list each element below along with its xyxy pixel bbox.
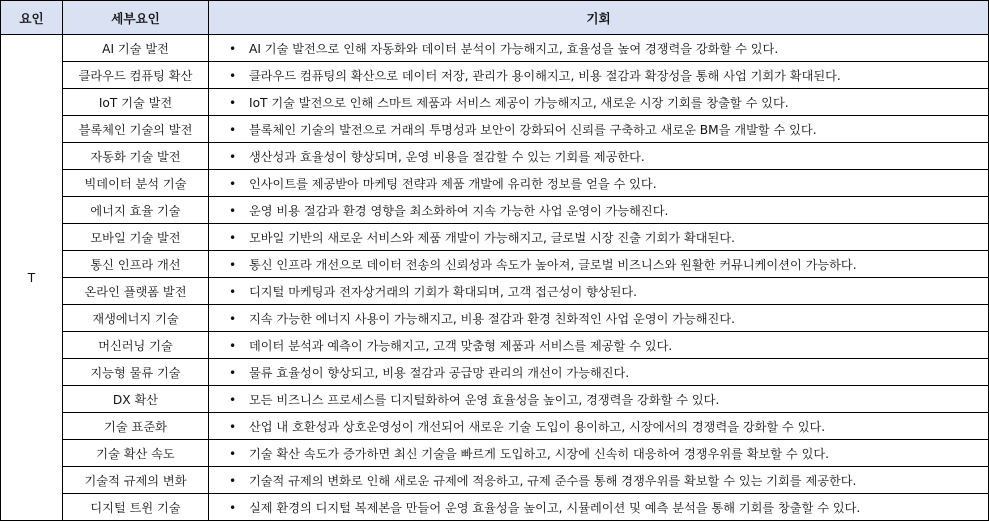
- table-row: [1, 278, 989, 305]
- opportunity-text: 블록체인 기술의 발전으로 거래의 투명성과 보안이 강화되어 신뢰를 구축하고 새로운 BM을 개발할 수 있다.: [249, 122, 817, 137]
- sub-factor-cell: IoT 기술 발전: [63, 89, 209, 116]
- table-row: [1, 143, 989, 170]
- opportunity-text: 지속 가능한 에너지 사용이 가능해지고, 비용 절감과 환경 친화적인 사업 운영이 가능해진다.: [249, 311, 735, 326]
- bullet-icon: •: [229, 122, 237, 137]
- table-row: [1, 251, 989, 278]
- sub-factor-cell: DX 확산: [63, 386, 209, 413]
- opportunity-text: IoT 기술 발전으로 인해 스마트 제품과 서비스 제공이 가능해지고, 새로운 시장 기회를 창출할 수 있다.: [249, 95, 789, 110]
- opportunity-cell: [209, 332, 989, 359]
- opportunity-text: 모든 비즈니스 프로세스를 디지털화하여 운영 효율성을 높이고, 경쟁력을 강화할 수 있다.: [249, 392, 720, 407]
- opportunity-text: 실제 환경의 디지털 복제본을 만들어 운영 효율성을 높이고, 시뮬레이션 및 예측 분석을 통해 기회를 창출할 수 있다.: [249, 500, 861, 515]
- opportunity-text: 디지털 마케팅과 전자상거래의 기회가 확대되며, 고객 접근성이 향상된다.: [249, 284, 638, 299]
- bullet-icon: •: [229, 473, 237, 488]
- sub-factor-cell: 모바일 기술 발전: [63, 224, 209, 251]
- sub-factor-cell: 에너지 효율 기술: [63, 197, 209, 224]
- sub-factor-cell: 기술 확산 속도: [63, 440, 209, 467]
- sub-factor-cell: 블록체인 기술의 발전: [63, 116, 209, 143]
- sub-factor-cell: 클라우드 컴퓨팅 확산: [63, 62, 209, 89]
- opportunity-text: 기술적 규제의 변화로 인해 새로운 규제에 적응하고, 규제 준수를 통해 경쟁우위를 확보할 수 있는 기회를 제공한다.: [249, 473, 857, 488]
- opportunity-cell: [209, 251, 989, 278]
- bullet-icon: •: [229, 257, 237, 272]
- opportunity-cell: [209, 116, 989, 143]
- table-row: [1, 332, 989, 359]
- bullet-icon: •: [229, 176, 237, 191]
- sub-factor-cell: 디지털 트윈 기술: [63, 494, 209, 521]
- bullet-icon: •: [229, 230, 237, 245]
- sub-factor-cell: 온라인 플랫폼 발전: [63, 278, 209, 305]
- opportunity-text: AI 기술 발전으로 인해 자동화와 데이터 분석이 가능해지고, 효율성을 높여 경쟁력을 강화할 수 있다.: [249, 41, 779, 56]
- bullet-icon: •: [229, 500, 237, 515]
- opportunity-cell: [209, 413, 989, 440]
- bullet-icon: •: [229, 446, 237, 461]
- bullet-icon: •: [229, 311, 237, 326]
- opportunity-cell: [209, 440, 989, 467]
- header-opportunity: 기회: [209, 1, 989, 35]
- table-body: [1, 35, 989, 521]
- opportunity-cell: [209, 386, 989, 413]
- opportunity-text: 데이터 분석과 예측이 가능해지고, 고객 맞춤형 제품과 서비스를 제공할 수 있다.: [249, 338, 673, 353]
- sub-factor-cell: 머신러닝 기술: [63, 332, 209, 359]
- opportunity-cell: [209, 359, 989, 386]
- opportunity-cell: [209, 62, 989, 89]
- header-sub-factor: 세부요인: [63, 1, 209, 35]
- sub-factor-cell: 통신 인프라 개선: [63, 251, 209, 278]
- opportunity-text: 운영 비용 절감과 환경 영향을 최소화하여 지속 가능한 사업 운영이 가능해진다.: [249, 203, 669, 218]
- sub-factor-cell: 빅데이터 분석 기술: [63, 170, 209, 197]
- opportunity-text: 기술 확산 속도가 증가하면 최신 기술을 빠르게 도입하고, 시장에 신속히 대응하여 경쟁우위를 확보할 수 있다.: [249, 446, 830, 461]
- opportunity-cell: [209, 89, 989, 116]
- table-row: [1, 494, 989, 521]
- opportunity-cell: [209, 305, 989, 332]
- table-row: [1, 224, 989, 251]
- bullet-icon: •: [229, 284, 237, 299]
- opportunity-text: 산업 내 호환성과 상호운영성이 개선되어 새로운 기술 도입이 용이하고, 시장에서의 경쟁력을 강화할 수 있다.: [249, 419, 826, 434]
- table-row: [1, 89, 989, 116]
- table-row: [1, 305, 989, 332]
- opportunity-cell: [209, 35, 989, 62]
- bullet-icon: •: [229, 392, 237, 407]
- sub-factor-cell: 기술 표준화: [63, 413, 209, 440]
- table-row: [1, 440, 989, 467]
- bullet-icon: •: [229, 203, 237, 218]
- opportunity-cell: [209, 278, 989, 305]
- table-row: [1, 359, 989, 386]
- table-row: [1, 35, 989, 62]
- bullet-icon: •: [229, 365, 237, 380]
- bullet-icon: •: [229, 419, 237, 434]
- table-row: [1, 170, 989, 197]
- table-row: [1, 62, 989, 89]
- header-factor: 요인: [1, 1, 63, 35]
- bullet-icon: •: [229, 95, 237, 110]
- opportunity-cell: [209, 143, 989, 170]
- bullet-icon: •: [229, 41, 237, 56]
- opportunity-text: 모바일 기반의 새로운 서비스와 제품 개발이 가능해지고, 글로벌 시장 진출 기회가 확대된다.: [249, 230, 735, 245]
- sub-factor-cell: 자동화 기술 발전: [63, 143, 209, 170]
- opportunity-cell: [209, 467, 989, 494]
- sub-factor-cell: 지능형 물류 기술: [63, 359, 209, 386]
- table-row: [1, 197, 989, 224]
- opportunity-text: 물류 효율성이 향상되고, 비용 절감과 공급망 관리의 개선이 가능해진다.: [249, 365, 630, 380]
- factor-cell: T: [1, 35, 63, 521]
- opportunity-text: 통신 인프라 개선으로 데이터 전송의 신뢰성과 속도가 높아져, 글로벌 비즈니스와 원활한 커뮤니케이션이 가능하다.: [249, 257, 857, 272]
- table-row: [1, 116, 989, 143]
- bullet-icon: •: [229, 149, 237, 164]
- opportunity-text: 인사이트를 제공받아 마케팅 전략과 제품 개발에 유리한 정보를 얻을 수 있다.: [249, 176, 657, 191]
- table-row: [1, 413, 989, 440]
- bullet-icon: •: [229, 338, 237, 353]
- sub-factor-cell: 재생에너지 기술: [63, 305, 209, 332]
- sub-factor-cell: 기술적 규제의 변화: [63, 467, 209, 494]
- opportunity-cell: [209, 224, 989, 251]
- opportunity-text: 클라우드 컴퓨팅의 확산으로 데이터 저장, 관리가 용이해지고, 비용 절감과 확장성을 통해 사업 기회가 확대된다.: [249, 68, 841, 83]
- opportunity-cell: [209, 494, 989, 521]
- header-row: [1, 1, 989, 35]
- table-row: [1, 467, 989, 494]
- sub-factor-cell: AI 기술 발전: [63, 35, 209, 62]
- opportunity-cell: [209, 170, 989, 197]
- opportunity-cell: [209, 197, 989, 224]
- bullet-icon: •: [229, 68, 237, 83]
- table-row: [1, 386, 989, 413]
- opportunity-text: 생산성과 효율성이 향상되며, 운영 비용을 절감할 수 있는 기회를 제공한다.: [249, 149, 645, 164]
